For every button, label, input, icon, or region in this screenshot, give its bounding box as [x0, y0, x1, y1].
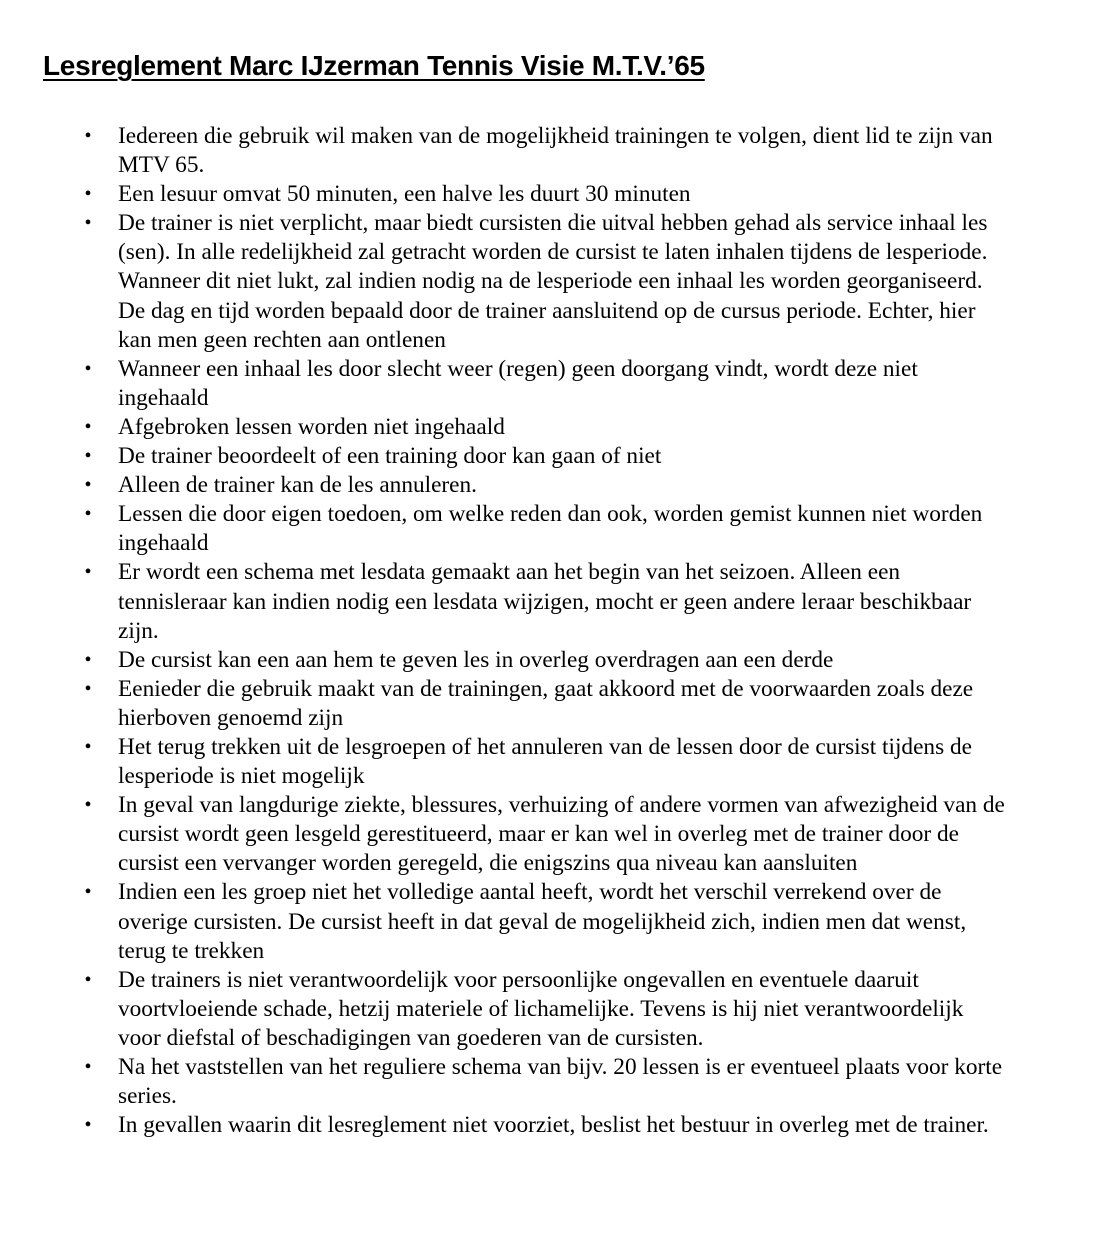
bullet-icon: • — [84, 735, 92, 758]
bullet-icon: • — [84, 212, 92, 235]
list-item — [0, 733, 1098, 791]
list-item — [0, 500, 1098, 558]
rule-text: Indien een les groep niet het volledige aantal heeft, wordt het verschil verrekend over de overige cursisten. De cursist heeft in dat geval de mogelijkheid zich, indien men dat wenst, terug te trekken — [118, 879, 967, 964]
bullet-icon: • — [84, 415, 92, 438]
bullet-icon: • — [84, 357, 92, 380]
bullet-icon: • — [84, 1056, 92, 1078]
rule-text: Wanneer een inhaal les door slecht weer (regen) geen doorgang vindt, wordt deze niet ingehaald — [118, 355, 918, 411]
bullet-icon: • — [84, 445, 92, 468]
bullet-icon: • — [84, 474, 92, 497]
document-title: Lesreglement Marc IJzerman Tennis Visie M.T.V.’65 — [43, 50, 705, 81]
bullet-icon: • — [84, 648, 92, 671]
list-item — [0, 646, 1098, 675]
list-item — [0, 355, 1098, 413]
list-item — [0, 1111, 1098, 1140]
rules-list — [0, 122, 1098, 1140]
bullet-icon: • — [84, 125, 92, 147]
list-item — [0, 122, 1098, 180]
rule-text: Afgebroken lessen worden niet ingehaald — [118, 413, 505, 440]
rule-text: Lessen die door eigen toedoen, om welke reden dan ook, worden gemist kunnen niet worden ingehaald — [118, 501, 983, 557]
list-item — [0, 180, 1098, 209]
bullet-icon: • — [84, 183, 92, 206]
rule-text: Eenieder die gebruik maakt van de trainingen, gaat akkoord met de voorwaarden zoals deze hierboven genoemd zijn — [118, 675, 974, 731]
list-item — [0, 878, 1098, 965]
bullet-icon: • — [84, 968, 92, 991]
rule-text: In geval van langdurige ziekte, blessures, verhuizing of andere vormen van afwezigheid van de cursist wordt geen lesgeld gerestitueerd, maar er kan wel in overleg met de trainer door de cursist een vervanger worden geregeld, die enigszins qua niveau kan aansluiten — [118, 792, 1005, 877]
rule-text: Iedereen die gebruik wil maken van de mogelijkheid trainingen te volgen, dient lid te zijn van MTV 65. — [118, 123, 993, 179]
bullet-icon: • — [84, 503, 92, 526]
bullet-icon: • — [84, 561, 92, 584]
list-item — [0, 1053, 1098, 1111]
list-item — [0, 442, 1098, 471]
rule-text: De trainer beoordeelt of een training door kan gaan of niet — [118, 443, 662, 470]
list-item — [0, 413, 1098, 442]
rule-text: Een lesuur omvat 50 minuten, een halve les duurt 30 minuten — [118, 181, 691, 208]
bullet-icon: • — [84, 881, 92, 904]
rule-text: De trainer is niet verplicht, maar biedt cursisten die uitval hebben gehad als service inhaal les (sen). In alle redelijkheid zal getracht worden de cursist te laten inhalen tijdens de lesperiode. Wanneer dit niet lukt, zal indien nodig na de lesperiode een inhaal les worden georganiseerd. De dag en tijd worden bepaald door de trainer aansluitend op de cursus periode. Echter, hier kan men geen rechten aan ontlenen — [118, 210, 988, 353]
rule-text: Er wordt een schema met lesdata gemaakt aan het begin van het seizoen. Alleen een tennisleraar kan indien nodig een lesdata wijzigen, mocht er geen andere leraar beschikbaar zijn. — [118, 559, 972, 644]
list-item — [0, 558, 1098, 645]
list-item — [0, 675, 1098, 733]
bullet-icon: • — [84, 1114, 92, 1137]
rule-text: De cursist kan een aan hem te geven les in overleg overdragen aan een derde — [118, 646, 834, 673]
rule-text: Het terug trekken uit de lesgroepen of het annuleren van de lessen door de cursist tijdens de lesperiode is niet mogelijk — [118, 733, 972, 790]
rule-text: Alleen de trainer kan de les annuleren. — [118, 472, 477, 499]
rule-text: In gevallen waarin dit lesreglement niet voorziet, beslist het bestuur in overleg met de trainer. — [118, 1112, 989, 1139]
bullet-icon: • — [84, 794, 92, 817]
list-item — [0, 209, 1098, 354]
list-item — [0, 471, 1098, 500]
bullet-icon: • — [84, 677, 92, 700]
rule-text: De trainers is niet verantwoordelijk voor persoonlijke ongevallen en eventuele daaruit voortvloeiende schade, hetzij materiele of lichamelijke. Tevens is hij niet verantwoordelijk voor diefstal of beschadigingen van goederen van de cursisten. — [118, 966, 964, 1051]
list-item — [0, 966, 1098, 1053]
rule-text: Na het vaststellen van het reguliere schema van bijv. 20 lessen is er eventueel plaats voor korte series. — [118, 1054, 1003, 1110]
list-item — [0, 791, 1098, 878]
